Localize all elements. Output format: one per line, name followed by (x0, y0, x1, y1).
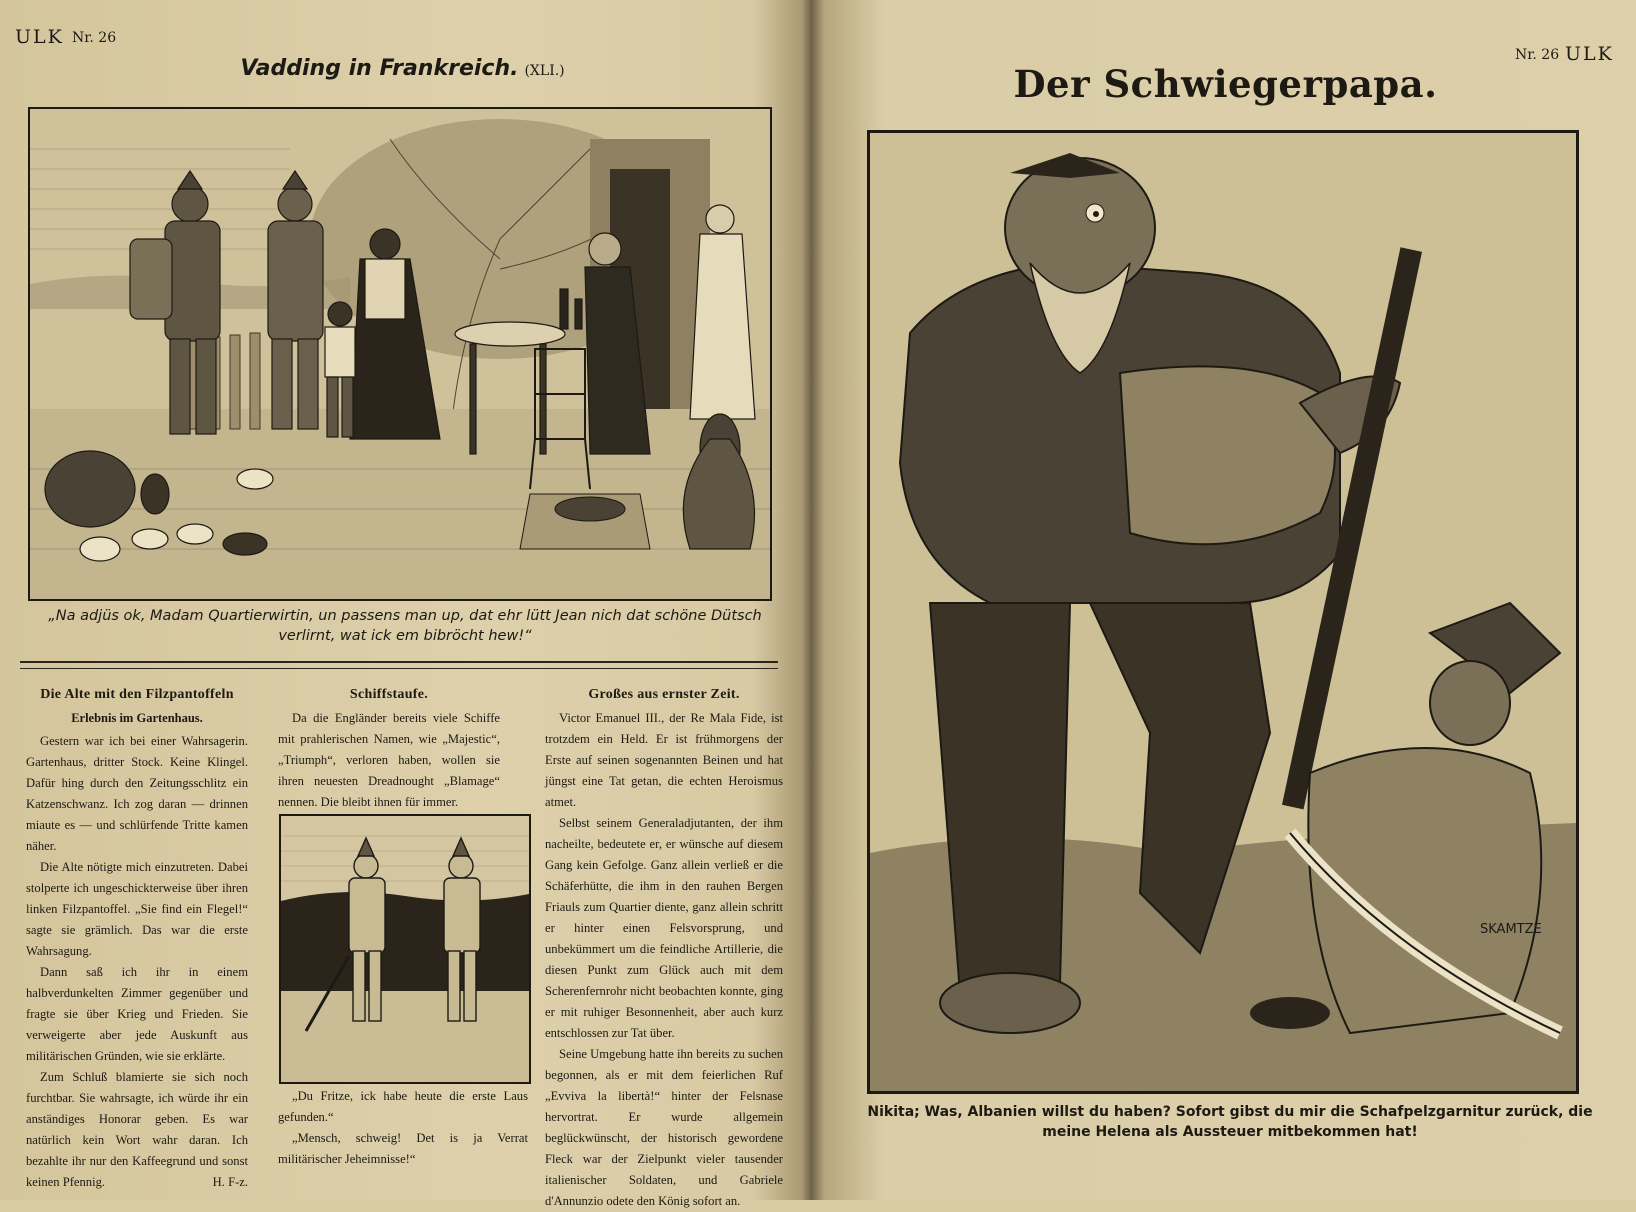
illustration-caption: „Na adjüs ok, Madam Quartierwirtin, un passens man up, dat ehr lütt Jean nich dat schöne Dütsch verlirnt, wat ick em bibröcht hew!“ (48, 608, 762, 644)
article-title (0, 56, 805, 81)
column-heading: Schiffstaufe. (349, 687, 429, 702)
two-soldiers-drawing (281, 816, 529, 1082)
issue-number-left: Nr. 26 (72, 30, 117, 46)
paragraph: Dann saß ich ihr in einem halbverdunkelten Zimmer gegenüber und fragte sie über Krieg und Frieden. Sie verweigerte aber jede Auskunft aus militärischen Gründen, wie sie erklärte. (26, 965, 248, 1063)
schwiegerpapa-drawing (870, 133, 1576, 1091)
masthead-right: ULK (1565, 43, 1614, 65)
caption-line: „Mensch, schweig! Det is ja Verrat militärischer Jeheimnisse!“ (278, 1131, 528, 1166)
artist-signature: SKAMTZE (1480, 922, 1542, 937)
cartoon-caption (278, 1086, 528, 1170)
cartoon-caption-right (850, 1102, 1610, 1142)
main-illustration (28, 107, 772, 601)
column-schiffstaufe (278, 684, 500, 813)
paragraph: Gestern war ich bei einer Wahrsagerin. Gartenhaus, dritter Stock. Keine Klingel. Dafür hing durch den Zeitungsschlitz ein Katzenschwanz. Ich zog daran — drinnen miaute es — und schlürfende Tritte kamen näher. (26, 734, 248, 853)
section-divider (20, 661, 778, 669)
caption-text: Was, Albanien willst du haben? Sofort gibst du mir die Schafpelzgarnitur zurück, die meine Helena als Aussteuer mitbekommen hat! (924, 1104, 1593, 1140)
left-page (0, 0, 805, 1208)
column-heading: Die Alte mit den Filzpantoffeln (40, 687, 234, 702)
paragraph: Seine Umgebung hatte ihn bereits zu suchen begonnen, als er mit dem feierlichen Ruf „Evviva la libertà!“ hinter der Felsnase hervortrat. Er wurde allgemein beglückwünscht, der historisch gewordene Fleck war der Zielpunkt vieler tausender italienischer Soldaten, und Gabriele d'Annunzio odete den König sofort an. (545, 1047, 783, 1208)
paragraph: Die Alte nötigte mich einzutreten. Dabei stolperte ich ungeschickterweise über ihren linken Filzpantoffel. „Sie find ein Flegel!“ sagte sie grämlich. Das war die erste Wahrsagung. (26, 860, 248, 958)
cartoon-title: Der Schwiegerpapa. (1013, 62, 1438, 106)
paragraph (26, 1067, 248, 1193)
column-heading: Großes aus ernster Zeit. (588, 687, 740, 702)
title-text: Vadding in Frankreich. (240, 56, 519, 81)
paragraph: Selbst seinem Generaladjutanten, der ihm nacheilte, bedeutete er, er wünsche auf diesem Gang kein Gefolge. Ganz allein verließ er die Schäferhütte, die ihm in den rauhen Bergen Friauls zum Quartier diente, ganz allein schritt er hinter einen Felsvorsprung, und unbekümmert um die feindliche Artillerie, die diesen Punkt zum Glück auch mit dem Scherenfernrohr nicht beobachten konnte, ging er mit ruhiger Besonnenheit, aber auch kurz entschlossen zur Tat über. (545, 816, 783, 1040)
garden-scene-drawing (30, 109, 770, 599)
right-page (815, 0, 1636, 1200)
caption-speaker: Nikita; (867, 1104, 920, 1120)
paragraph: Victor Emanuel III., der Re Mala Fide, ist trotzdem ein Held. Er ist frühmorgens der Erste auf seinen sogenannten Beinen und hat jüngst eine Tat getan, die echten Heroismus atmet. (545, 711, 783, 809)
title-suffix: (XLI.) (524, 63, 565, 79)
column-filzpantoffeln (26, 684, 248, 1193)
caption-line: „Du Fritze, ick habe heute die erste Laus gefunden.“ (278, 1089, 528, 1124)
soldiers-cartoon (279, 814, 531, 1084)
issue-number-right: Nr. 26 (1515, 47, 1560, 63)
main-cartoon (867, 130, 1579, 1094)
column-subheading: Erlebnis im Gartenhaus. (71, 711, 203, 725)
masthead-left: ULK (15, 26, 64, 48)
column-grosses (545, 684, 783, 1212)
paragraph: Da die Engländer bereits viele Schiffe mit prahlerischen Namen, wie „Majestic“, „Triumph“, verloren haben, wollen sie ihren neuesten Dreadnought „Blamage“ nennen. Die bleibt ihnen für immer. (278, 711, 500, 809)
paragraph-text: Zum Schluß blamierte sie sich noch furchtbar. Sie wahrsagte, ich würde ihr ein anständiges Honorar geben. Es war natürlich kein Wort wahr daran. Ich bezahlte ihr nur den Kaffeegrund und sonst keinen Pfennig. (26, 1070, 248, 1189)
author-signature: H. F-z. (212, 1175, 248, 1189)
